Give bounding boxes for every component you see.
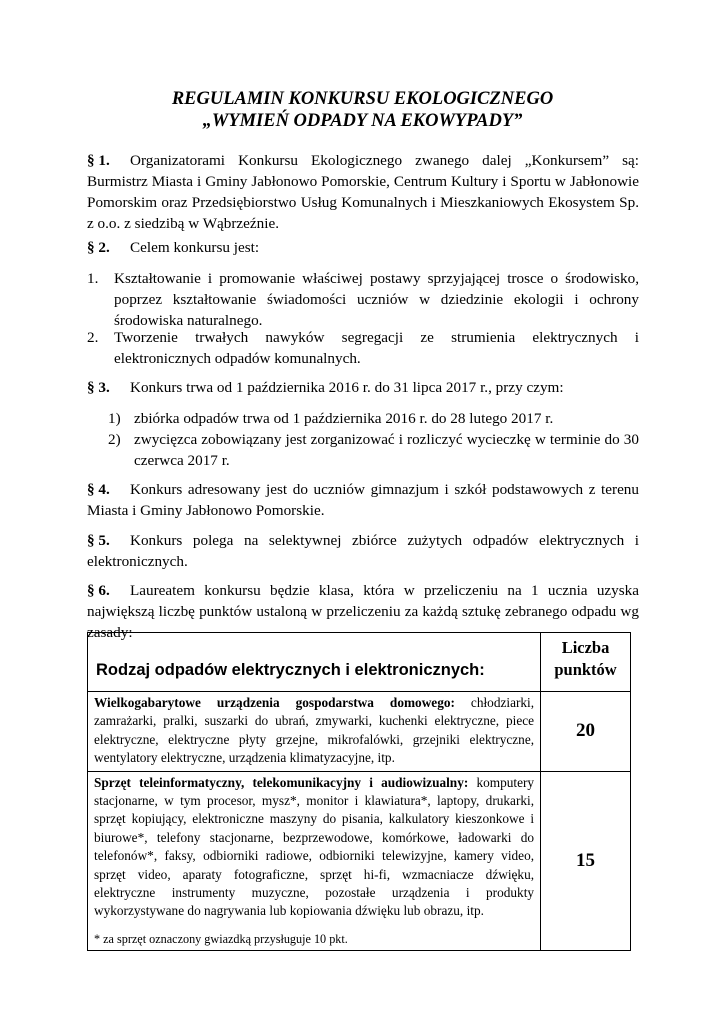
table-header-points [541,633,631,692]
table-row-2-footnote: * za sprzęt oznaczony gwiazdką przysługuje 10 pkt. [94,931,348,946]
section-2-item-2-marker: 2. [87,329,99,346]
section-3-item-1-marker: 1) [108,410,121,427]
section-1 [87,150,639,234]
section-3-item-2-marker: 2) [108,431,121,448]
section-5-label: § 5. [87,532,110,549]
table-row-1-description [88,692,541,772]
section-2 [87,237,639,258]
table-row-2-category: Sprzęt teleinformatyczny, telekomunikacyjny i audiowizualny: [94,774,469,790]
document-title-line-1: REGULAMIN KONKURSU EKOLOGICZNEGO [171,89,554,109]
section-2-label: § 2. [87,239,110,256]
table-row-1-items: chłodziarki, zamrażarki, pralki, suszarki do ubrań, zmywarki, kuchenki elektryczne, piece elektryczne, elektryczne płyty grzejne, mikrofalówki, grzejniki elektryczne, wentylatory elektryczne, urządzenia klimatyzacyjne, itp. [94,695,535,766]
section-3-label: § 3. [87,379,110,396]
section-1-text: Organizatorami Konkursu Ekologicznego zwanego dalej „Konkursem” są: Burmistrz Miasta i Gminy Jabłonowo Pomorskie, Centrum Kultury i Sportu w Jabłonowie Pomorskim oraz Przedsiębiorstwo Usług Komunalnych i Mieszkaniowych Ekosystem Sp. z o.o. z siedzibą w Wąbrzeźnie. [87,152,639,232]
table-header-points-line-1: Liczba [561,638,610,657]
table-row-2-items: komputery stacjonarne, w tym procesor, mysz*, monitor i klawiatura*, laptopy, drukarki, sprzęt kopiujący, elektroniczne maszyny do pisania, kalkulatory kieszonkowe i biurowe*, telefony stacjonarne, bezprzewodowe, komórkowe, ładowarki do telefonów*, faksy, odbiorniki radiowe, odbiorniki telewizyjne, kamery video, sprzęt video, aparaty fotograficzne, sprzęt hi-fi, wzmacniacze dźwięku, elektryczne instrumenty muzyczne, pozostałe urządzenia i produkty wykorzystywane do nagrywania lub kopiowania dźwięku lub obrazu, itp. [94,774,535,919]
section-2-item-2-text: Tworzenie trwałych nawyków segregacji ze strumienia elektrycznych i elektronicznych odpadów komunalnych. [114,329,639,367]
section-4-text: Konkurs adresowany jest do uczniów gimnazjum i szkół podstawowych z terenu Miasta i Gminy Jabłonowo Pomorskie. [87,481,639,519]
table-row-1-category: Wielkogabarytowe urządzenia gospodarstwa domowego: [94,695,455,710]
section-4-label: § 4. [87,481,110,498]
section-2-item-2 [87,327,639,369]
section-3-text: Konkurs trwa od 1 października 2016 r. do 31 lipca 2017 r., przy czym: [130,379,564,396]
section-6-label: § 6. [87,582,110,599]
section-5-text: Konkurs polega na selektywnej zbiórce zużytych odpadów elektrycznych i elektronicznych. [87,532,639,570]
section-3-item-1 [108,408,639,429]
section-2-item-1-text: Kształtowanie i promowanie właściwej postawy sprzyjającej trosce o środowisko, poprzez kształtowanie świadomości uczniów w dziedzinie ekologii i ochrony środowiska naturalnego. [114,270,639,329]
table-row [88,692,631,772]
table-header-points-line-2: punktów [554,660,617,679]
section-2-item-1-marker: 1. [87,270,99,287]
section-6-text: Laureatem konkursu będzie klasa, która w przeliczeniu na 1 ucznia uzyska największą liczbę punktów ustaloną w przeliczeniu za każdą sztukę zebranego odpadu wg zasady: [87,582,639,641]
section-1-label: § 1. [87,152,110,169]
section-2-item-1 [87,268,639,331]
table-header-row [88,633,631,692]
table-row-2-points: 15 [541,771,631,950]
section-3-item-1-text: zbiórka odpadów trwa od 1 października 2016 r. do 28 lutego 2017 r. [134,410,554,427]
waste-points-table [87,632,631,951]
section-3-item-2 [108,429,639,471]
section-2-text: Celem konkursu jest: [130,239,260,256]
section-3-item-2-text: zwycięzca zobowiązany jest zorganizować i rozliczyć wycieczkę w terminie do 30 czerwca 2017 r. [134,431,639,469]
section-3 [87,377,639,398]
section-5 [87,530,639,572]
table-row-2-description [88,771,541,950]
table-header-waste-type: Rodzaj odpadów elektrycznych i elektronicznych: [88,633,541,692]
document-title-line-2: „WYMIEŃ ODPADY NA EKOWYPADY” [202,111,523,131]
table-row-1-points: 20 [541,692,631,772]
section-4 [87,479,639,521]
table-row [88,771,631,950]
